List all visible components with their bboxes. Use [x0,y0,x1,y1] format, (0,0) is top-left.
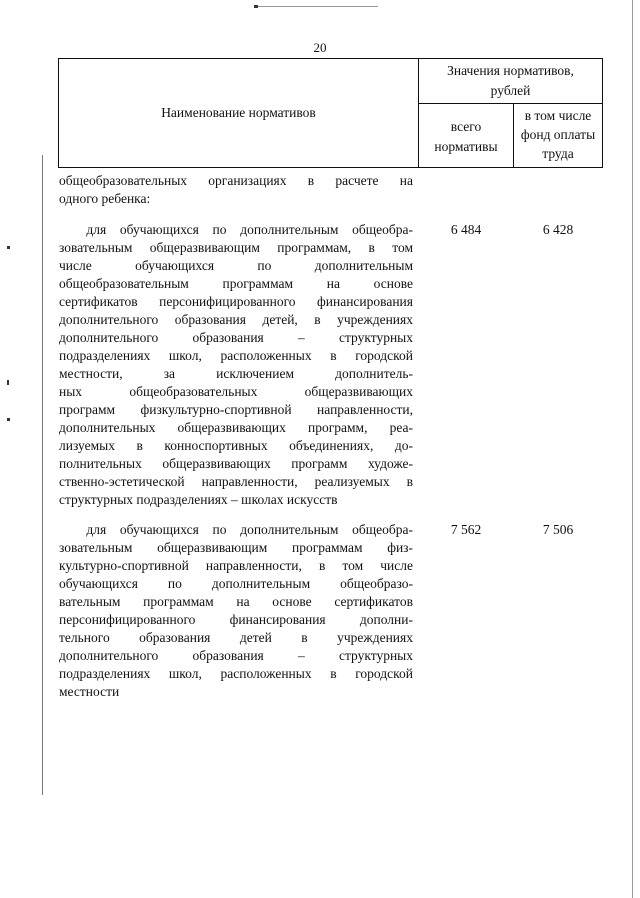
header-total-line-1: всего [450,119,482,134]
row-1-line: подразделениях школ, расположенных в городской [59,348,413,363]
scan-mark-left-2 [7,380,9,385]
header-payroll-line-1: в том числе [524,108,592,123]
header-name-column: Наименование нормативов [161,105,316,120]
scan-mark-left-3 [7,418,10,421]
header-values-line-2: рублей [490,83,531,98]
row-2-line: зовательным общеразвивающим программам физ- [59,540,413,555]
header-divider-values [418,103,603,104]
row-1-line: ных общеобразовательных общеразвивающих [59,384,413,399]
table-row-2-name [59,521,413,701]
scan-edge-left [42,155,43,795]
page-number: 20 [313,40,327,55]
row-1-line: числе обучающихся по дополнительным [59,258,413,273]
row-1-line: местности, за исключением дополнитель- [59,366,413,381]
row-1-line: программ физкультурно-спортивной направленности, [59,402,413,417]
row-1-line: дополнительных общеразвивающих программ, реа- [59,420,413,435]
row-1-line: дополнительного образования детей, в учреждениях [59,312,413,327]
row-2-line: подразделениях школ, расположенных в городской [59,666,413,681]
header-values-line-1: Значения нормативов, [447,63,574,78]
continuation-line: одного ребенка: [59,191,151,206]
row-1-line: сертификатов персонифицированного финансирования [59,294,413,309]
header-total-column [419,117,513,157]
row-2-line: для обучающихся по дополнительным общеобра- [59,522,413,537]
header-border-bottom [58,167,603,168]
row-1-line: для обучающихся по дополнительным общеобра- [59,222,413,237]
row-1-line: лизуемых в конноспортивных объединениях, до- [59,438,413,453]
header-values-group [419,61,602,101]
table-row-1-name [59,221,413,509]
header-border-top [58,58,603,59]
row-1-line: общеобразовательным программам на основе [59,276,413,291]
row-2-line: обучающихся по дополнительным общеобразо- [59,576,413,591]
row-2-line: вательным программам на основе сертификатов [59,594,413,609]
header-payroll-line-3: труда [542,146,574,161]
header-payroll-line-2: фонд оплаты [520,127,596,142]
row-2-line: дополнительного образования – структурных [59,648,413,663]
scan-mark-left-1 [7,246,10,249]
row-1-line: ственно-эстетической направленности, реализуемых в [59,474,413,489]
row-2-line: тельного образования детей в учреждениях [59,630,413,645]
row-1-line: структурных подразделениях – школах искусств [59,492,338,507]
row-2-line: культурно-спортивной направленности, в том числе [59,558,413,573]
continuation-text [59,172,413,208]
row-1-payroll-value: 6 428 [542,222,574,237]
row-2-total-value: 7 562 [450,522,482,537]
row-2-payroll-value: 7 506 [542,522,574,537]
row-1-line: зовательным общеразвивающим программам, в том [59,240,413,255]
row-1-line: полнительных общеразвивающих программ художе- [59,456,413,471]
header-total-line-2: нормативы [434,139,498,154]
continuation-line: общеобразовательных организациях в расчете на [59,173,413,188]
header-border-right [602,58,603,168]
scan-mark-top-line [258,6,378,7]
row-1-line: дополнительного образования – структурных [59,330,413,345]
row-1-total-value: 6 484 [450,222,482,237]
scan-edge-right [632,0,633,898]
header-payroll-column [514,106,602,163]
row-2-line: персонифицированного финансирования дополни- [59,612,413,627]
row-2-line: местности [59,684,120,699]
